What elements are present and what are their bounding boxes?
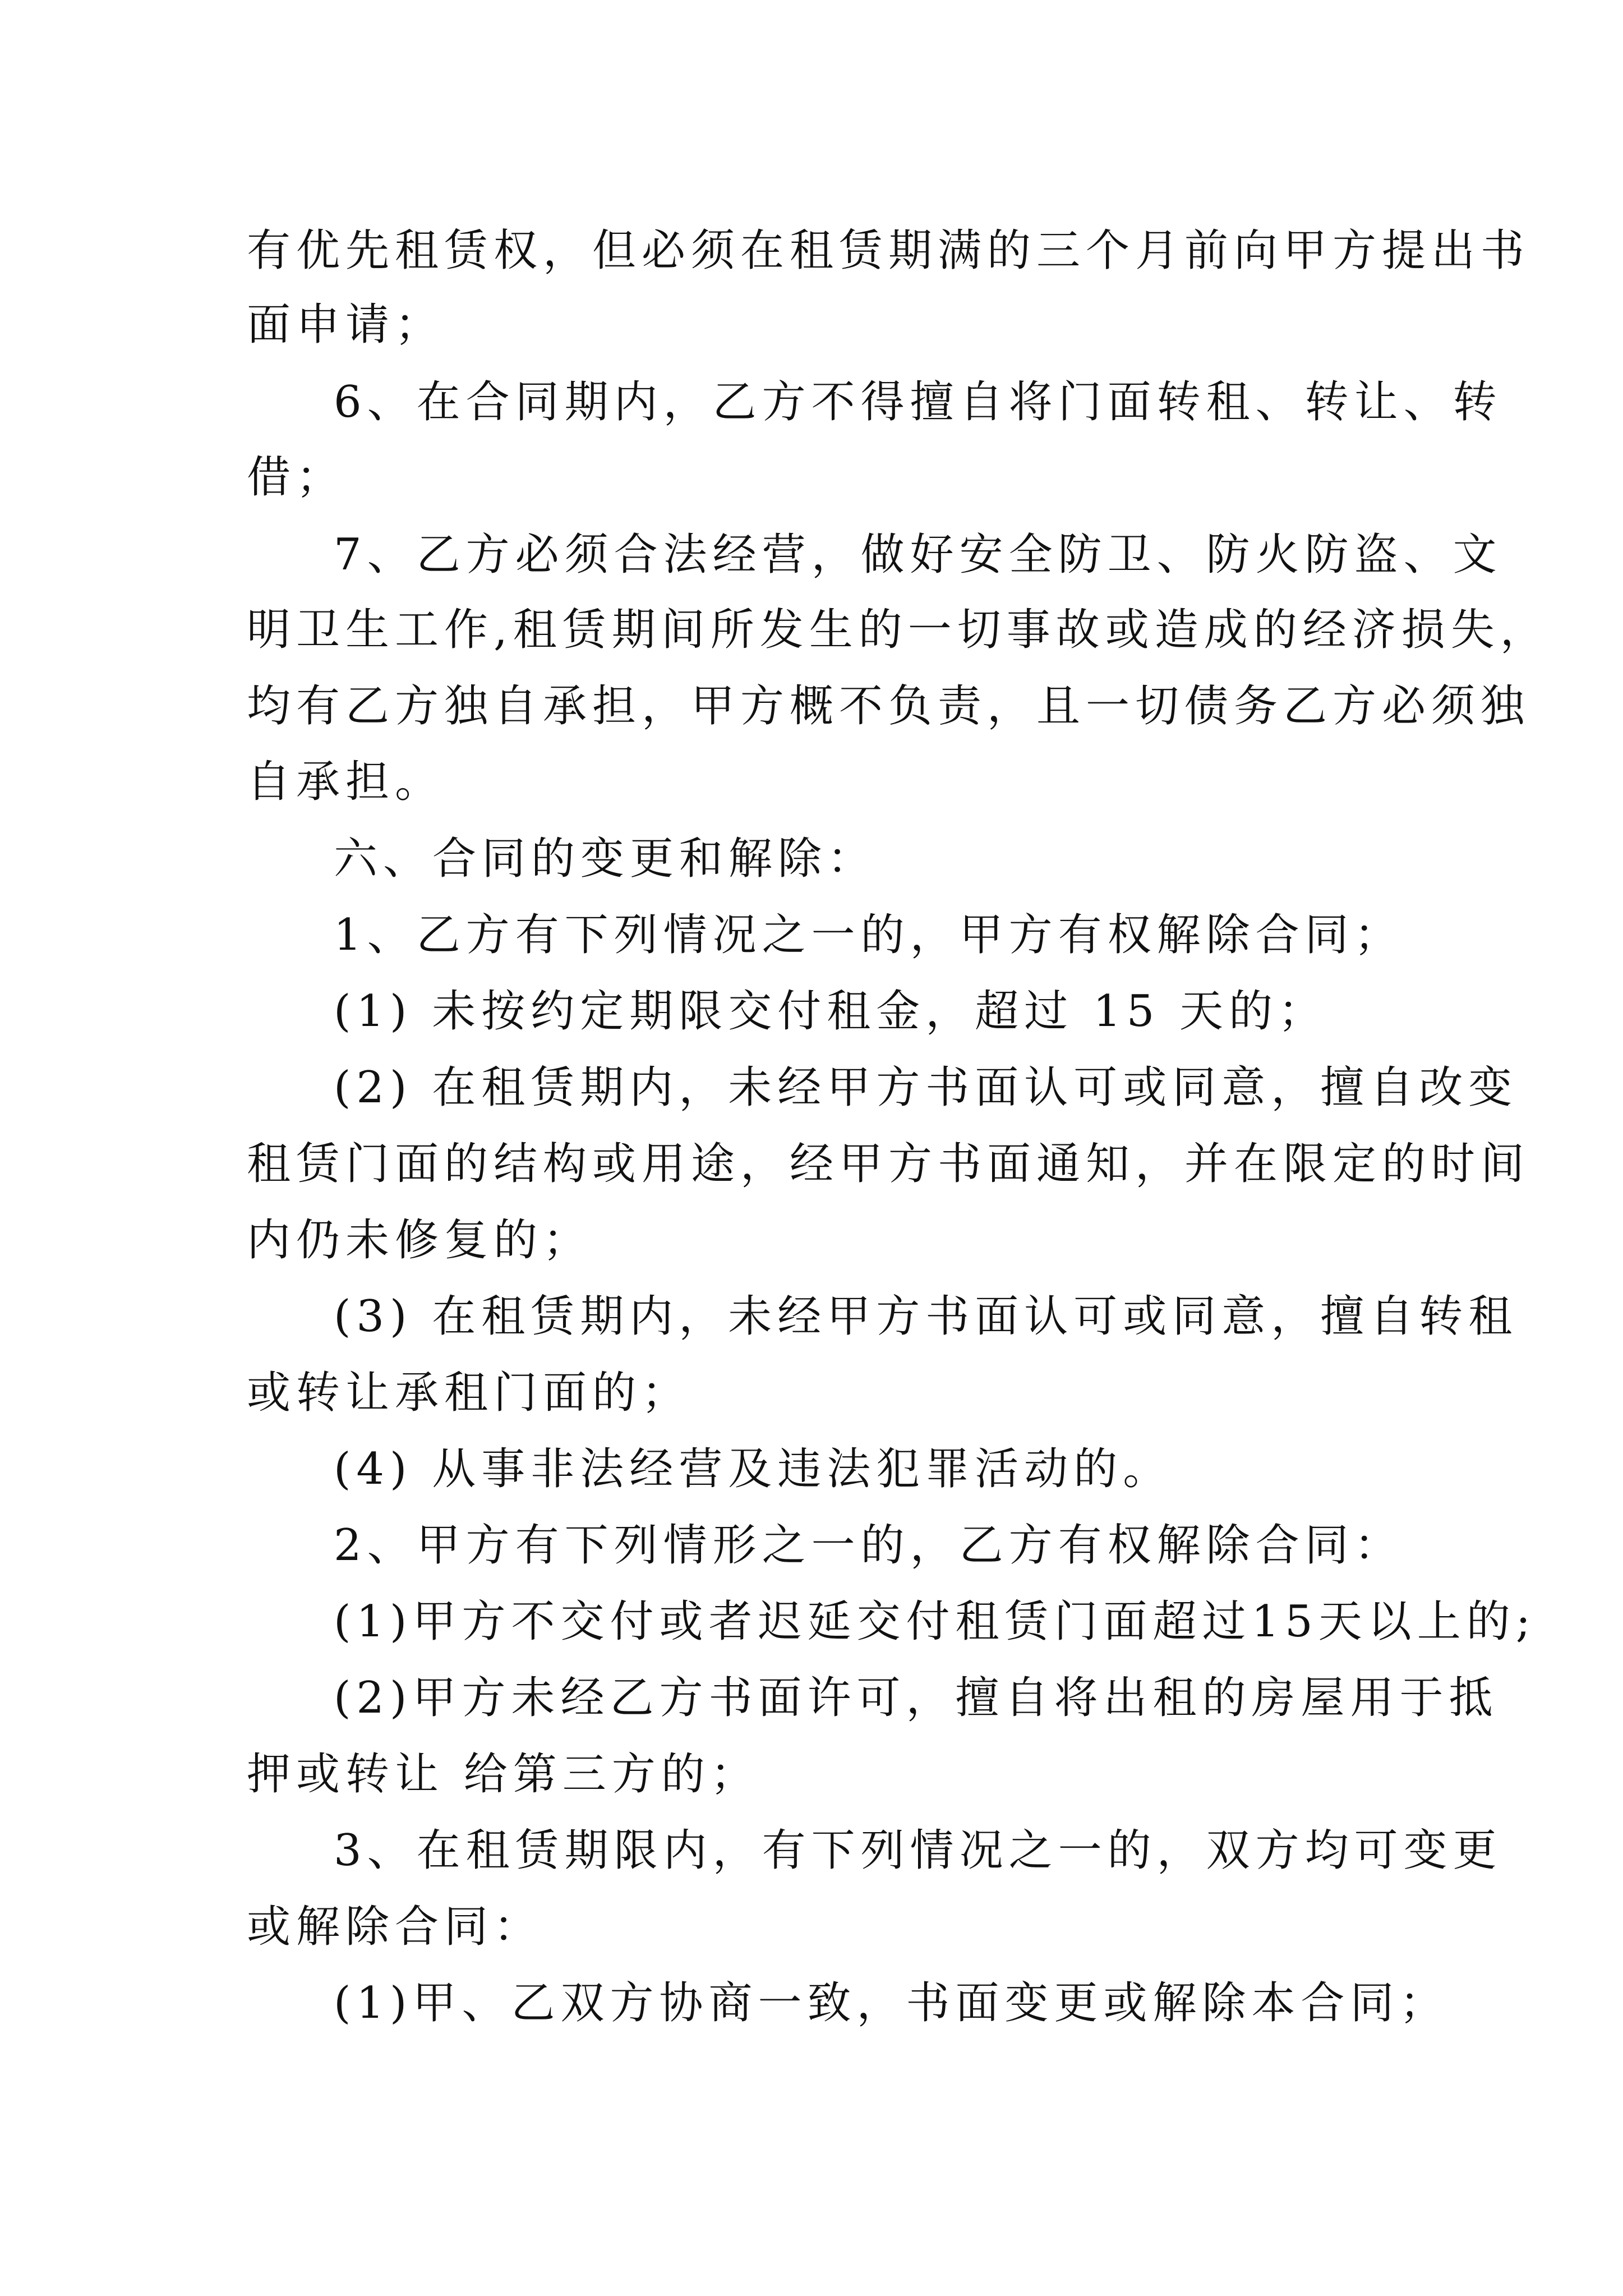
section-heading: 六、合同的变更和解除： xyxy=(334,834,877,884)
text-line-19: (1)甲方不交付或者迟延交付租赁门面超过15天以上的; xyxy=(334,1596,1537,1647)
text-line-21: 押或转让 给第三方的； xyxy=(247,1749,760,1800)
text-line-24: (1)甲、乙双方协商一致，书面变更或解除本合同； xyxy=(334,1978,1449,2028)
text-line-10: 1、乙方有下列情况之一的，甲方有权解除合同； xyxy=(334,910,1404,960)
text-line-5: 7、乙方必须合法经营，做好安全防卫、防火防盗、文 xyxy=(334,530,1502,580)
text-line-14: 内仍未修复的； xyxy=(247,1215,593,1266)
text-line-1: 有优先租赁权，但必须在租赁期满的三个月前向甲方提出书 xyxy=(247,226,1530,276)
text-line-7: 均有乙方独自承担，甲方概不负责，且一切债务乙方必须独 xyxy=(247,681,1530,731)
text-line-4: 借； xyxy=(247,452,346,503)
text-line-20: (2)甲方未经乙方书面许可，擅自将出租的房屋用于抵 xyxy=(334,1673,1498,1723)
text-line-8: 自承担。 xyxy=(247,757,445,807)
text-line-17: (4) 从事非法经营及违法犯罪活动的。 xyxy=(334,1444,1173,1494)
text-line-2: 面申请； xyxy=(247,300,445,350)
text-line-16: 或转让承租门面的； xyxy=(247,1368,691,1418)
text-line-18: 2、甲方有下列情形之一的，乙方有权解除合同： xyxy=(334,1520,1404,1571)
text-line-13: 租赁门面的结构或用途，经甲方书面通知，并在限定的时间 xyxy=(247,1139,1530,1189)
text-line-15: (3) 在租赁期内，未经甲方书面认可或同意，擅自转租 xyxy=(334,1291,1518,1342)
text-line-23: 或解除合同： xyxy=(247,1902,543,1952)
text-line-6: 明卫生工作,租赁期间所发生的一切事故或造成的经济损失， xyxy=(247,605,1550,655)
text-line-12: (2) 在租赁期内，未经甲方书面认可或同意，擅自改变 xyxy=(334,1062,1518,1113)
text-line-22: 3、在租赁期限内，有下列情况之一的，双方均可变更 xyxy=(334,1825,1502,1876)
text-line-3: 6、在合同期内，乙方不得擅自将门面转租、转让、转 xyxy=(334,377,1502,427)
text-line-11: (1) 未按约定期限交付租金，超过 15 天的； xyxy=(334,986,1328,1037)
